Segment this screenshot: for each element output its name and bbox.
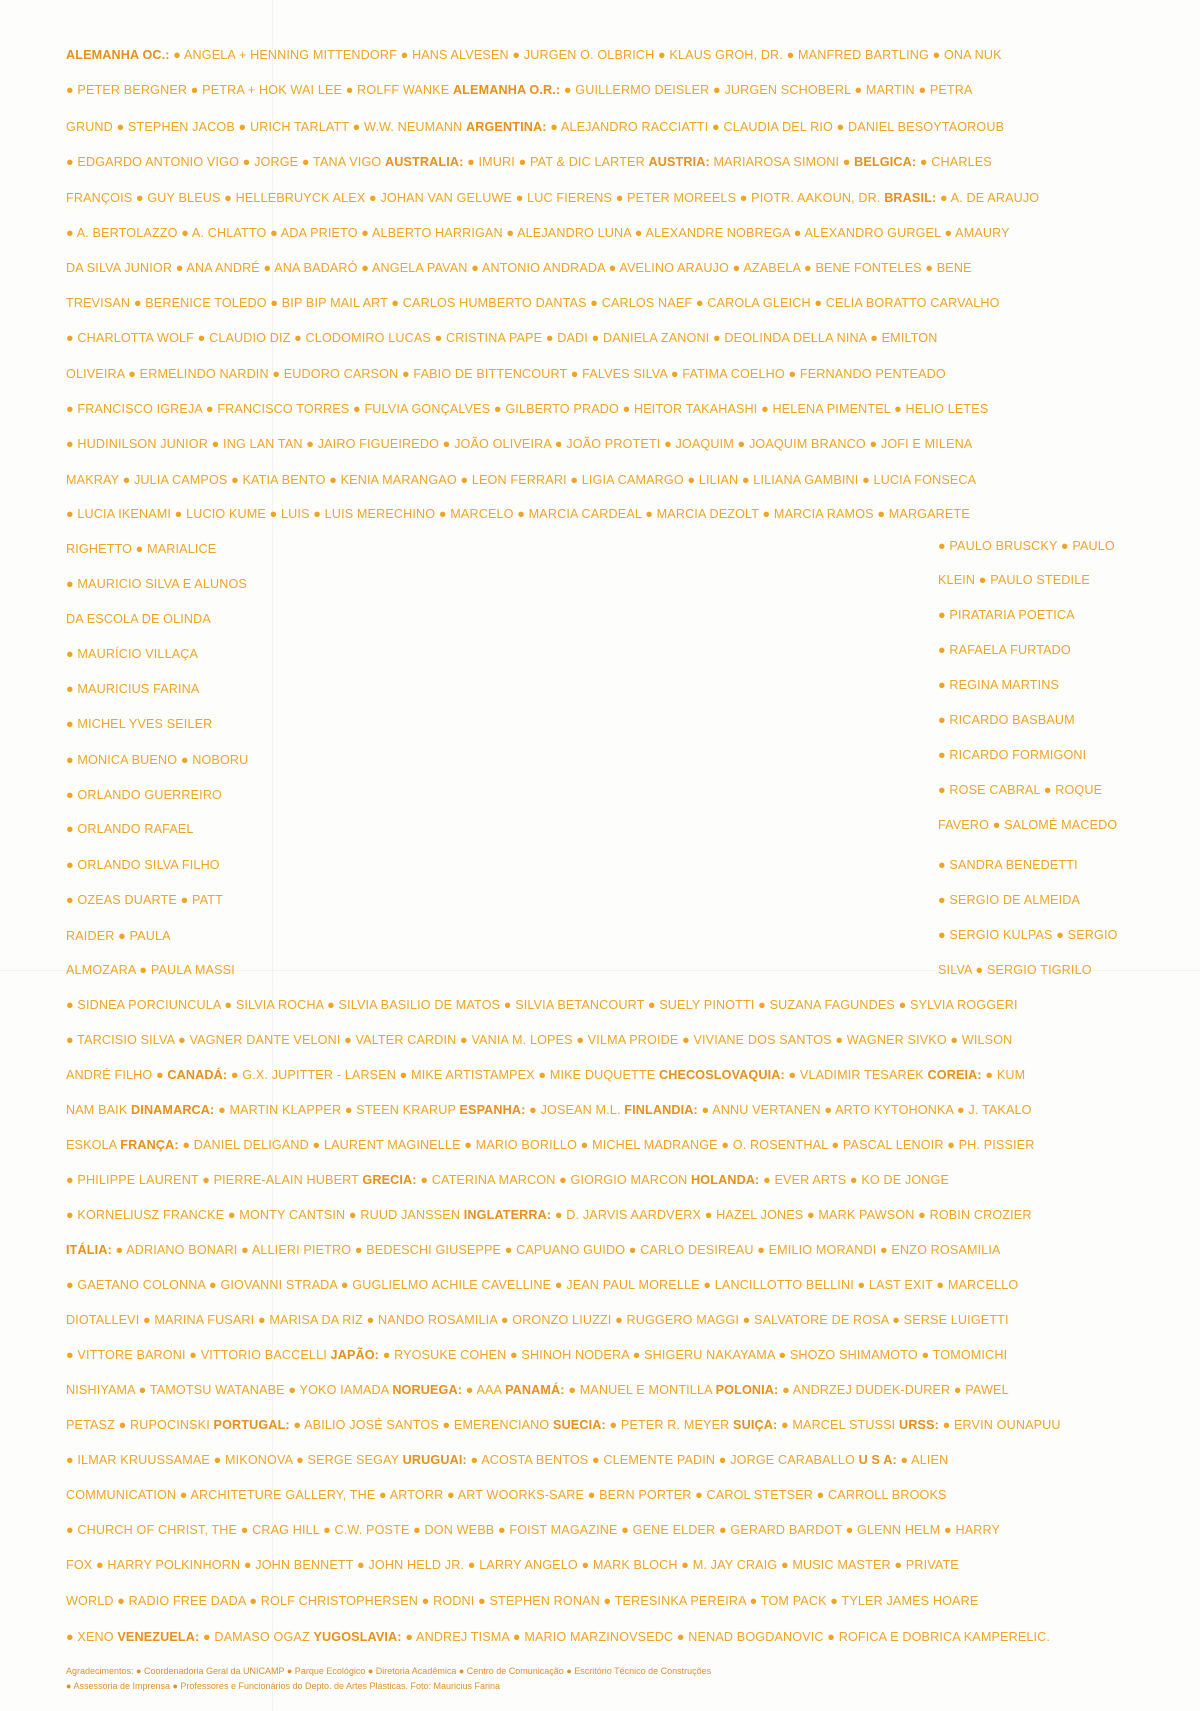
list-line: ESKOLA FRANÇA: ● DANIEL DELIGAND ● LAURENT MAGINELLE ● MARIO BORILLO ● MICHEL MADRANGE ● O. ROSENTHAL ● PASCAL LENOIR ● PH. PISSIER [66, 1138, 1035, 1152]
list-line: COMMUNICATION ● ARCHITETURE GALLERY, THE ● ARTORR ● ART WOORKS-SARE ● BERN PORTER ● CAROL STETSER ● CARROLL BROOKS [66, 1488, 947, 1502]
country-label: AUSTRIA: [648, 155, 710, 169]
right-column-line: ● RICARDO FORMIGONI [938, 748, 1087, 762]
acknowledgements-line-2: ● Assessoria de Imprensa ● Professores e Funcionários do Depto. de Artes Plásticas. Foto: Mauricius Farina [66, 1681, 501, 1691]
left-column-line: ● MICHEL YVES SEILER [66, 717, 213, 731]
right-column-line: ● PAULO BRUSCKY ● PAULO [938, 539, 1115, 553]
country-label: ALEMANHA OC.: [66, 48, 170, 62]
left-column-line: DA ESCOLA DE OLINDA [66, 612, 211, 626]
left-column-line: ● ORLANDO GUERREIRO [66, 788, 223, 802]
left-column-line: ● ORLANDO RAFAEL [66, 822, 194, 836]
left-column-line: ALMOZARA ● PAULA MASSI [66, 963, 235, 977]
acknowledgements-line-1: Agradecimentos: ● Coordenadoria Geral da UNICAMP ● Parque Ecológico ● Diretoria Acadêmica ● Centro de Comunicação ● Escritório Técnico de Construções [66, 1666, 712, 1676]
list-line: ● VITTORE BARONI ● VITTORIO BACCELLI JAPÃO: ● RYOSUKE COHEN ● SHINOH NODERA ● SHIGERU NAKAYAMA ● SHOZO SHIMAMOTO ● TOMOMICHI [66, 1348, 1008, 1362]
list-line: ALEMANHA OC.: ● ANGELA + HENNING MITTENDORF ● HANS ALVESEN ● JURGEN O. OLBRICH ● KLAUS GROH, DR. ● MANFRED BARTLING ● ONA NUK [66, 48, 1002, 62]
list-line: ● ILMAR KRUUSSAMAE ● MIKONOVA ● SERGE SEGAY URUGUAI: ● ACOSTA BENTOS ● CLEMENTE PADIN ● JORGE CARABALLO U S A: ● ALIEN [66, 1453, 949, 1467]
list-line: ● TARCISIO SILVA ● VAGNER DANTE VELONI ● VALTER CARDIN ● VANIA M. LOPES ● VILMA PROIDE ● VIVIANE DOS SANTOS ● WAGNER SIVKO ● WILSON [66, 1033, 1013, 1047]
list-line: ● KORNELIUSZ FRANCKE ● MONTY CANTSIN ● RUUD JANSSEN INGLATERRA: ● D. JARVIS AARDVERX ● HAZEL JONES ● MARK PAWSON ● ROBIN CROZIER [66, 1208, 1032, 1222]
list-line: FRANÇOIS ● GUY BLEUS ● HELLEBRUYCK ALEX ● JOHAN VAN GELUWE ● LUC FIERENS ● PETER MOREELS ● PIOTR. AAKOUN, DR. BRASIL: ● A. DE ARAUJO [66, 191, 1040, 205]
right-column-line: FAVERO ● SALOMÉ MACEDO [938, 818, 1118, 832]
list-line: OLIVEIRA ● ERMELINDO NARDIN ● EUDORO CARSON ● FABIO DE BITTENCOURT ● FALVES SILVA ● FATIMA COELHO ● FERNANDO PENTEADO [66, 367, 946, 381]
list-line: DIOTALLEVI ● MARINA FUSARI ● MARISA DA RIZ ● NANDO ROSAMILIA ● ORONZO LIUZZI ● RUGGERO MAGGI ● SALVATORE DE ROSA ● SERSE LUIGETTI [66, 1313, 1009, 1327]
left-column-line: RIGHETTO ● MARIALICE [66, 542, 217, 556]
list-line: ● HUDINILSON JUNIOR ● ING LAN TAN ● JAIRO FIGUEIREDO ● JOÃO OLIVEIRA ● JOÃO PROTETI ● JOAQUIM ● JOAQUIM BRANCO ● JOFI E MILENA [66, 437, 973, 451]
right-column-line: ● RICARDO BASBAUM [938, 713, 1075, 727]
country-label: VENEZUELA: [117, 1630, 200, 1644]
list-line: ● XENO VENEZUELA: ● DAMASO OGAZ YUGOSLAVIA: ● ANDREJ TISMA ● MARIO MARZINOVSEDC ● NENAD BOGDANOVIC ● ROFICA E DOBRICA KAMPERELIC. [66, 1630, 1051, 1644]
list-line: ● FRANCISCO IGREJA ● FRANCISCO TORRES ● FULVIA GONÇALVES ● GILBERTO PRADO ● HEITOR TAKAHASHI ● HELENA PIMENTEL ● HELIO LETES [66, 402, 989, 416]
country-label: SUECIA: [553, 1418, 606, 1432]
country-label: YUGOSLAVIA: [313, 1630, 402, 1644]
country-label: BELGICA: [854, 155, 917, 169]
country-label: PANAMÁ: [505, 1383, 565, 1397]
right-column-line: ● SERGIO DE ALMEIDA [938, 893, 1081, 907]
right-column-line: ● ROSE CABRAL ● ROQUE [938, 783, 1103, 797]
country-label: NORUEGA: [392, 1383, 463, 1397]
country-label: SUIÇA: [733, 1418, 778, 1432]
country-label: URSS: [898, 1418, 939, 1432]
country-label: AUSTRALIA: [385, 155, 464, 169]
list-line: ● CHURCH OF CHRIST, THE ● CRAG HILL ● C.W. POSTE ● DON WEBB ● FOIST MAGAZINE ● GENE ELDER ● GERARD BARDOT ● GLENN HELM ● HARRY [66, 1523, 1001, 1537]
country-label: URUGUAI: [402, 1453, 467, 1467]
country-label: ARGENTINA: [466, 120, 547, 134]
list-line: ITÁLIA: ● ADRIANO BONARI ● ALLIERI PIETRO ● BEDESCHI GIUSEPPE ● CAPUANO GUIDO ● CARLO DESIREAU ● EMILIO MORANDI ● ENZO ROSAMILIA [66, 1243, 1001, 1257]
right-column-line: ● SANDRA BENEDETTI [938, 858, 1078, 872]
left-column-line: ● MAURICIO SILVA E ALUNOS [66, 577, 247, 591]
country-label: INGLATERRA: [463, 1208, 552, 1222]
country-label: FINLANDIA: [624, 1103, 698, 1117]
country-label: CHECOSLOVAQUIA: [659, 1068, 785, 1082]
country-label: ALEMANHA O.R.: [452, 83, 561, 97]
list-line: ANDRÉ FILHO ● CANADÁ: ● G.X. JUPITTER - LARSEN ● MIKE ARTISTAMPEX ● MIKE DUQUETTE CHECOSLOVAQUIA: ● VLADIMIR TESAREK COREIA: ● KUM [66, 1068, 1026, 1082]
country-label: CANADÁ: [167, 1068, 228, 1082]
country-label: GRECIA: [362, 1173, 417, 1187]
left-column-line: ● OZEAS DUARTE ● PATT [66, 893, 223, 907]
right-column-line: ● REGINA MARTINS [938, 678, 1060, 692]
country-label: U S A: [858, 1453, 897, 1467]
country-label: ITÁLIA: [66, 1243, 112, 1257]
left-column-line: ● MAURÍCIO VILLAÇA [66, 647, 199, 661]
left-column-line: ● ORLANDO SILVA FILHO [66, 858, 220, 872]
right-column-line: ● SERGIO KULPAS ● SERGIO [938, 928, 1118, 942]
left-column-line: RAIDER ● PAULA [66, 929, 171, 943]
country-label: PORTUGAL: [213, 1418, 290, 1432]
country-label: BRASIL: [884, 191, 937, 205]
list-line: ● CHARLOTTA WOLF ● CLAUDIO DIZ ● CLODOMIRO LUCAS ● CRISTINA PAPE ● DADI ● DANIELA ZANONI ● DEOLINDA DELLA NINA ● EMILTON [66, 331, 938, 345]
country-label: COREIA: [927, 1068, 982, 1082]
left-column-line: ● MAURICIUS FARINA [66, 682, 200, 696]
list-line: ● EDGARDO ANTONIO VIGO ● JORGE ● TANA VIGO AUSTRALIA: ● IMURI ● PAT & DIC LARTER AUSTRIA: MARIAROSA SIMONI ● BELGICA: ● CHARLES [66, 155, 992, 169]
list-line: ● PETER BERGNER ● PETRA + HOK WAI LEE ● ROLFF WANKE ALEMANHA O.R.: ● GUILLERMO DEISLER ● JURGEN SCHOBERL ● MARTIN ● PETRA [66, 83, 973, 97]
right-column-line: SILVA ● SERGIO TIGRILO [938, 963, 1092, 977]
list-line: GRUND ● STEPHEN JACOB ● URICH TARLATT ● W.W. NEUMANN ARGENTINA: ● ALEJANDRO RACCIATTI ● CLAUDIA DEL RIO ● DANIEL BESOYTAOROUB [66, 120, 1005, 134]
list-line: NISHIYAMA ● TAMOTSU WATANABE ● YOKO IAMADA NORUEGA: ● AAA PANAMÁ: ● MANUEL E MONTILLA POLONIA: ● ANDRZEJ DUDEK-DURER ● PAWEL [66, 1383, 1009, 1397]
list-line: ● GAETANO COLONNA ● GIOVANNI STRADA ● GUGLIELMO ACHILE CAVELLINE ● JEAN PAUL MORELLE ● LANCILLOTTO BELLINI ● LAST EXIT ● MARCELLO [66, 1278, 1019, 1292]
list-line: MAKRAY ● JULIA CAMPOS ● KATIA BENTO ● KENIA MARANGAO ● LEON FERRARI ● LIGIA CAMARGO ● LILIAN ● LILIANA GAMBINI ● LUCIA FONSECA [66, 473, 977, 487]
country-label: POLONIA: [715, 1383, 779, 1397]
right-column-line: KLEIN ● PAULO STEDILE [938, 573, 1090, 587]
list-line: ● PHILIPPE LAURENT ● PIERRE-ALAIN HUBERT GRECIA: ● CATERINA MARCON ● GIORGIO MARCON HOLANDA: ● EVER ARTS ● KO DE JONGE [66, 1173, 950, 1187]
list-line: FOX ● HARRY POLKINHORN ● JOHN BENNETT ● JOHN HELD JR. ● LARRY ANGELO ● MARK BLOCH ● M. JAY CRAIG ● MUSIC MASTER ● PRIVATE [66, 1558, 959, 1572]
left-column-line: ● MONICA BUENO ● NOBORU [66, 753, 249, 767]
country-label: HOLANDA: [691, 1173, 760, 1187]
country-label: ESPANHA: [459, 1103, 526, 1117]
list-line: ● LUCIA IKENAMI ● LUCIO KUME ● LUIS ● LUIS MERECHINO ● MARCELO ● MARCIA CARDEAL ● MARCIA DEZOLT ● MARCIA RAMOS ● MARGARETE [66, 507, 970, 521]
list-line: TREVISAN ● BERENICE TOLEDO ● BIP BIP MAIL ART ● CARLOS HUMBERTO DANTAS ● CARLOS NAEF ● CAROLA GLEICH ● CELIA BORATTO CARVALHO [66, 296, 1000, 310]
list-line: PETASZ ● RUPOCINSKI PORTUGAL: ● ABILIO JOSÉ SANTOS ● EMERENCIANO SUECIA: ● PETER R. MEYER SUIÇA: ● MARCEL STUSSI URSS: ● ERVIN OUNAPUU [66, 1418, 1061, 1432]
country-label: DINAMARCA: [131, 1103, 215, 1117]
list-line: ● A. BERTOLAZZO ● A. CHLATTO ● ADA PRIETO ● ALBERTO HARRIGAN ● ALEJANDRO LUNA ● ALEXANDRE NOBREGA ● ALEXANDRO GURGEL ● AMAURY [66, 226, 1010, 240]
country-label: FRANÇA: [120, 1138, 179, 1152]
country-label: JAPÃO: [330, 1348, 380, 1362]
list-line: ● SIDNEA PORCIUNCULA ● SILVIA ROCHA ● SILVIA BASILIO DE MATOS ● SILVIA BETANCOURT ● SUELY PINOTTI ● SUZANA FAGUNDES ● SYLVIA ROGGERI [66, 998, 1018, 1012]
list-line: WORLD ● RADIO FREE DADA ● ROLF CHRISTOPHERSEN ● RODNI ● STEPHEN RONAN ● TERESINKA PEREIRA ● TOM PACK ● TYLER JAMES HOARE [66, 1594, 979, 1608]
list-line: NAM BAIK DINAMARCA: ● MARTIN KLAPPER ● STEEN KRARUP ESPANHA: ● JOSEAN M.L. FINLANDIA: ● ANNU VERTANEN ● ARTO KYTOHONKA ● J. TAKALO [66, 1103, 1032, 1117]
right-column-line: ● PIRATARIA POETICA [938, 608, 1075, 622]
list-line: DA SILVA JUNIOR ● ANA ANDRÉ ● ANA BADARÓ ● ANGELA PAVAN ● ANTONIO ANDRADA ● AVELINO ARAUJO ● AZABELA ● BENE FONTELES ● BENE [66, 261, 972, 275]
right-column-line: ● RAFAELA FURTADO [938, 643, 1071, 657]
